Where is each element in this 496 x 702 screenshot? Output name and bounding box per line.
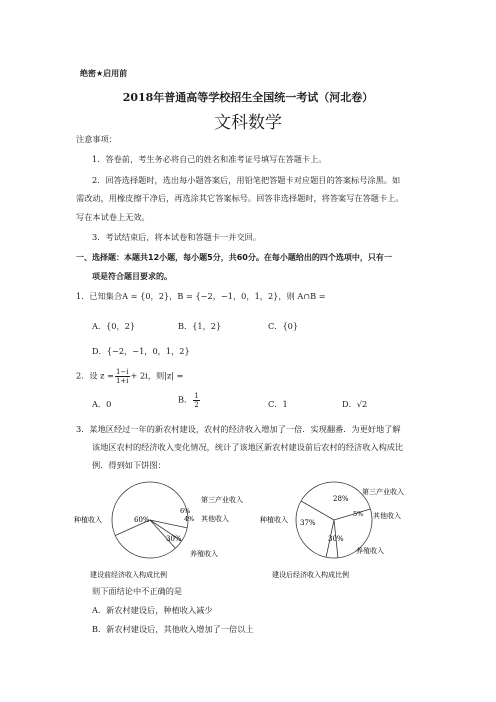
q2-option-b-numerator: 1 xyxy=(194,392,199,400)
pie-before-caption: 建设前经济收入构成比例 xyxy=(90,571,167,579)
pie-after-label-planting: 种植收入 xyxy=(260,516,288,524)
section-1-line-2: 项是符合题目要求的。 xyxy=(92,272,172,281)
note-2-line-3: 写在本试卷上无效。 xyxy=(76,212,150,222)
note-2-line-2: 需改动，用橡皮擦干净后，再选涂其它答案标号。回答非选择题时，将答案写在答题卡上。 xyxy=(76,193,404,203)
notes-heading: 注意事项： xyxy=(76,134,117,144)
q2-fraction-denominator: 1+i xyxy=(115,377,129,385)
q1-option-a: A．{0，2} xyxy=(92,321,136,331)
q1-option-d: D．{−2，−1，0，1，2} xyxy=(92,346,190,356)
q2-option-b xyxy=(178,392,201,409)
q1-sep: ， xyxy=(169,291,178,301)
q2-stem xyxy=(76,368,184,385)
q2-stem-suffix: |z| = xyxy=(164,370,184,381)
pie-after-label-other: 其他收入 xyxy=(373,512,401,520)
q3-question: 则下面结论中不正确的是 xyxy=(92,586,183,596)
pie-after-label-breeding: 养殖收入 xyxy=(356,547,384,555)
q2-stem-prefix: 2．设 z = xyxy=(76,370,114,381)
q1-set-a: A = {0，2} xyxy=(122,291,170,301)
pie-after-value-tertiary: 28% xyxy=(333,495,349,503)
q1-set-b: B = {−2，−1，0，1，2} xyxy=(177,291,279,301)
pie-before-value-tertiary: 6% xyxy=(180,507,191,515)
note-1: 1．答卷前，考生务必将自己的姓名和准考证号填写在答题卡上。 xyxy=(92,154,327,164)
q1-option-b: B．{1，2} xyxy=(178,321,222,331)
pie-chart-after xyxy=(256,476,416,586)
pie-before-value-breeding: 30% xyxy=(166,535,182,543)
q1-stem-prefix: 1．已知集合 xyxy=(76,291,123,301)
note-2-line-1: 2．回答选择题时，选出每小题答案后，用铅笔把答题卡对应题目的答案标号涂黑。如 xyxy=(92,175,401,185)
q2-option-b-denominator: 2 xyxy=(194,401,199,409)
secret-label: 绝密★启用前 xyxy=(80,69,128,78)
pie-before-value-other: 4% xyxy=(184,515,195,523)
pie-before-value-planting: 60% xyxy=(134,516,150,524)
q3-line-3: 例．得到如下饼图： xyxy=(92,460,166,470)
section-1-line-1: 一、选择题：本题共12小题，每小题5分，共60分。在每小题给出的四个选项中，只有一 xyxy=(76,253,392,262)
pie-before-label-other: 其他收入 xyxy=(201,515,229,523)
pie-after-value-other: 5% xyxy=(353,510,364,518)
q2-option-b-label: B． xyxy=(178,394,193,405)
q2-option-d: D．√2 xyxy=(342,399,368,409)
q3-line-1: 3．某地区经过一年的新农村建设，农村的经济收入增加了一倍．实现翻番．为更好地了解 xyxy=(76,424,401,434)
pie-after-value-planting: 37% xyxy=(300,519,316,527)
q2-stem-mid: + 2i，则 xyxy=(130,370,165,381)
pie-after-value-breeding: 30% xyxy=(328,535,344,543)
q2-fraction-numerator: 1−i xyxy=(115,368,129,376)
pie-chart-before xyxy=(70,476,243,586)
note-3: 3．考试结束后，将本试卷和答题卡一并交回。 xyxy=(92,232,261,242)
q2-fraction xyxy=(115,368,130,385)
q1-stem-suffix: ，则 A∩B = xyxy=(278,291,326,301)
pie-slice-boundary xyxy=(301,501,334,520)
q1-stem xyxy=(76,290,326,303)
q2-option-c: C．1 xyxy=(268,399,288,409)
q3-option-b: B．新农村建设后，其他收入增加了一倍以上 xyxy=(92,624,254,634)
subject-title: 文科数学 xyxy=(214,113,282,133)
pie-before-label-planting: 种植收入 xyxy=(74,516,102,524)
q1-option-c: C．{0} xyxy=(268,321,299,331)
q2-option-a: A．0 xyxy=(92,399,112,409)
pie-after-label-tertiary: 第三产业收入 xyxy=(362,488,404,496)
pie-before-label-tertiary: 第三产业收入 xyxy=(201,496,243,504)
exam-title: 2018年普通高等学校招生全国统一考试（河北卷） xyxy=(122,91,374,104)
pie-after-caption: 建设后经济收入构成比例 xyxy=(272,571,349,579)
pie-before-label-breeding: 养殖收入 xyxy=(190,550,218,558)
q3-option-a: A．新农村建设后，种植收入减少 xyxy=(92,605,213,615)
q2-option-b-fraction xyxy=(193,392,199,409)
q3-line-2: 该地区农村的经济收入变化情况，统计了该地区新农村建设前后农村的经济收入构成比 xyxy=(92,442,404,452)
